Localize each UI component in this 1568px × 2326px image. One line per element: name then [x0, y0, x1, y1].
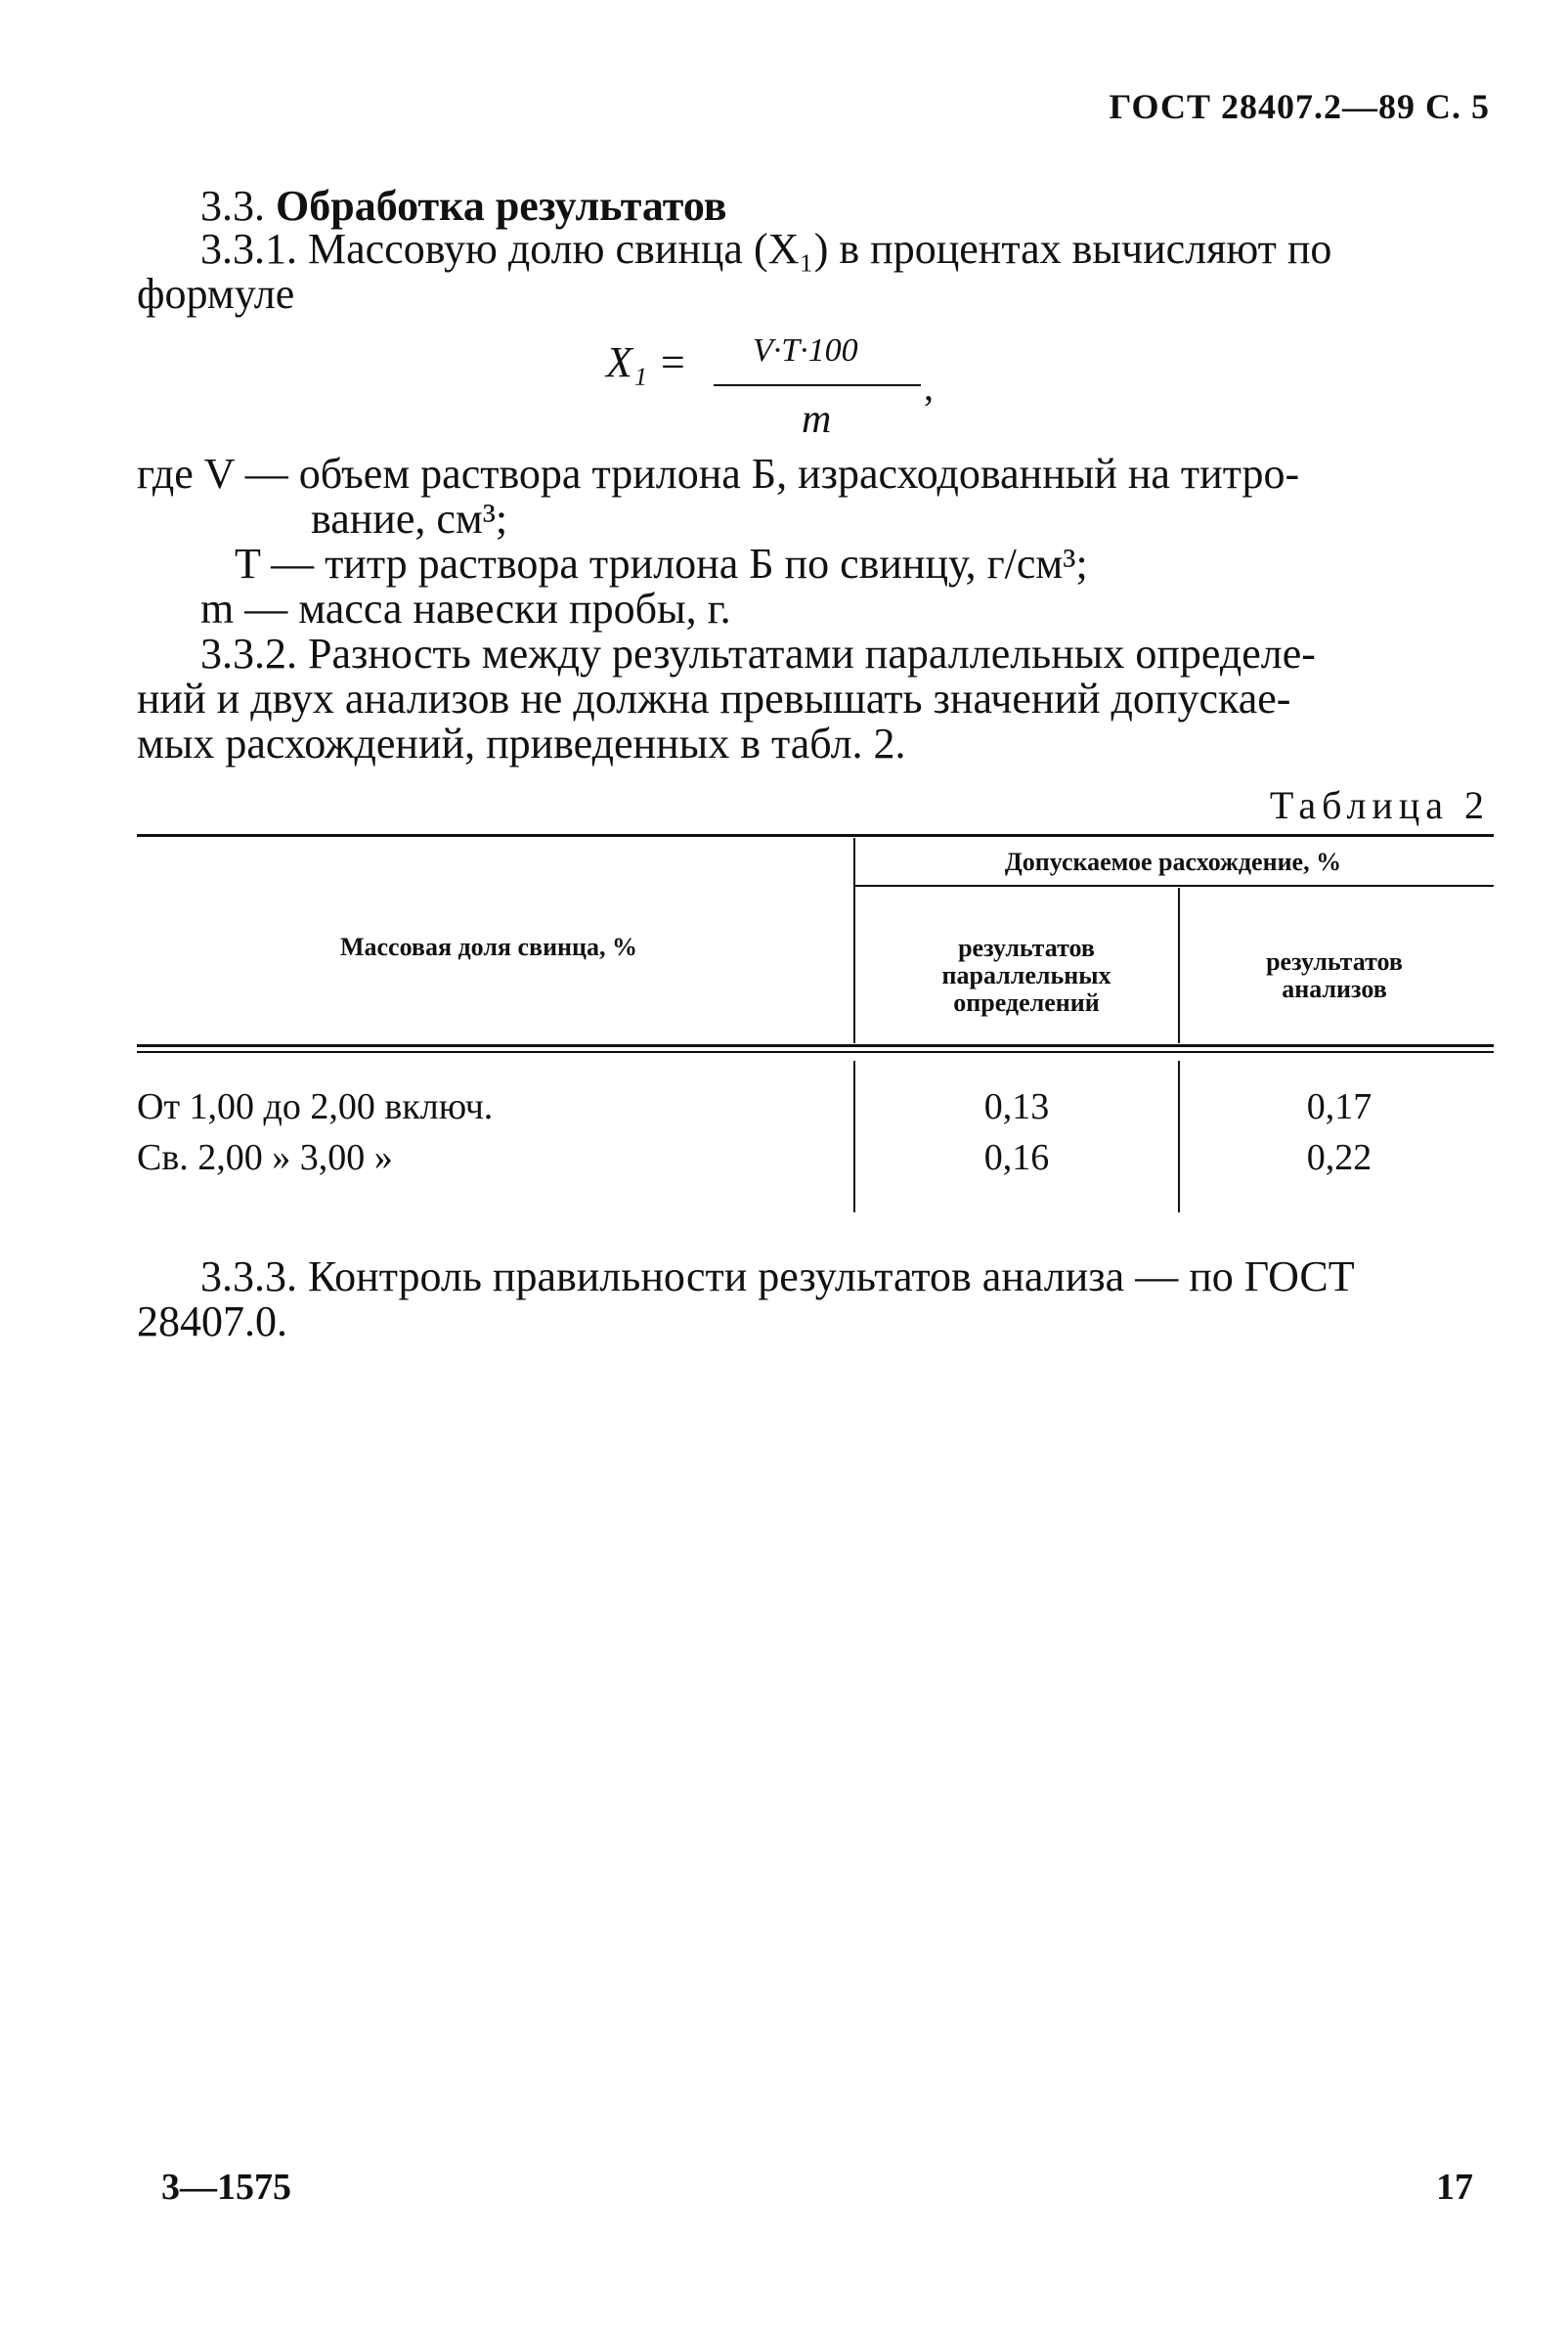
definition-v-cont: вание, см³;	[311, 495, 508, 543]
section-title: Обработка результатов	[276, 182, 727, 230]
table-header-rule	[137, 1044, 1494, 1047]
paragraph-line: ний и двух анализов не должна превышать значений допускае-	[137, 675, 1291, 723]
footer-print-code: 3—1575	[161, 2167, 291, 2208]
definition-m: m — масса навески пробы, г.	[200, 585, 731, 633]
formula-numerator: V·T·100	[753, 332, 858, 369]
section-heading	[200, 181, 726, 231]
table-group-rule	[855, 885, 1494, 887]
table-vline	[1178, 1061, 1180, 1212]
paragraph-3-3-1	[137, 227, 1494, 317]
table-vline	[1178, 888, 1180, 1043]
paragraph-line: 3.3.2. Разность между результатами параллельных определе-	[200, 630, 1316, 678]
paragraph-3-3-3	[137, 1254, 1494, 1344]
table-header-rule	[137, 1051, 1494, 1053]
paragraph-line: 3.3.3. Контроль правильности результатов анализа — по ГОСТ	[200, 1252, 1355, 1300]
header-group: Допускаемое расхождение, %	[1004, 848, 1342, 876]
section-number: 3.3.	[200, 182, 265, 230]
fraction-bar	[714, 384, 921, 386]
page-number: 17	[1436, 2167, 1473, 2208]
header-analyses: результатов анализов	[1266, 947, 1403, 1003]
table-cell-range: От 1,00 до 2,00 включ.	[137, 1086, 494, 1127]
formula-denominator: m	[802, 397, 832, 442]
table-cell-parallel: 0,13	[983, 1086, 1050, 1127]
paragraph-line: 3.3.1. Массовую долю свинца (X₁) в процентах вычисляют по	[200, 225, 1332, 273]
table-cell-parallel: 0,16	[983, 1137, 1050, 1178]
table-vline	[853, 1061, 855, 1212]
table-top-rule	[137, 834, 1494, 837]
table-cell-analyses: 0,17	[1306, 1086, 1372, 1127]
page-header: ГОСТ 28407.2—89 С. 5	[1109, 87, 1490, 126]
paragraph-3-3-2	[137, 632, 1494, 767]
paragraph-line: мых расхождений, приведенных в табл. 2.	[137, 720, 906, 768]
definition-t: T — титр раствора трилона Б по свинцу, г/см³;	[235, 540, 1088, 588]
header-parallel: результатов параллельных определений	[941, 934, 1111, 1017]
definition-v: где V — объем раствора трилона Б, израсходованный на титро-	[137, 450, 1300, 498]
formula-lhs: X₁ =	[606, 338, 687, 386]
paragraph-line: формуле	[137, 270, 295, 318]
table-cell-analyses: 0,22	[1306, 1137, 1372, 1178]
table-caption: Таблица 2	[1269, 783, 1490, 827]
header-lead-content: Массовая доля свинца, %	[339, 933, 638, 961]
table-cell-range: Св. 2,00 » 3,00 »	[137, 1137, 393, 1178]
table-vline	[853, 838, 855, 1043]
paragraph-line: 28407.0.	[137, 1297, 287, 1345]
formula-comma: ,	[924, 365, 934, 409]
